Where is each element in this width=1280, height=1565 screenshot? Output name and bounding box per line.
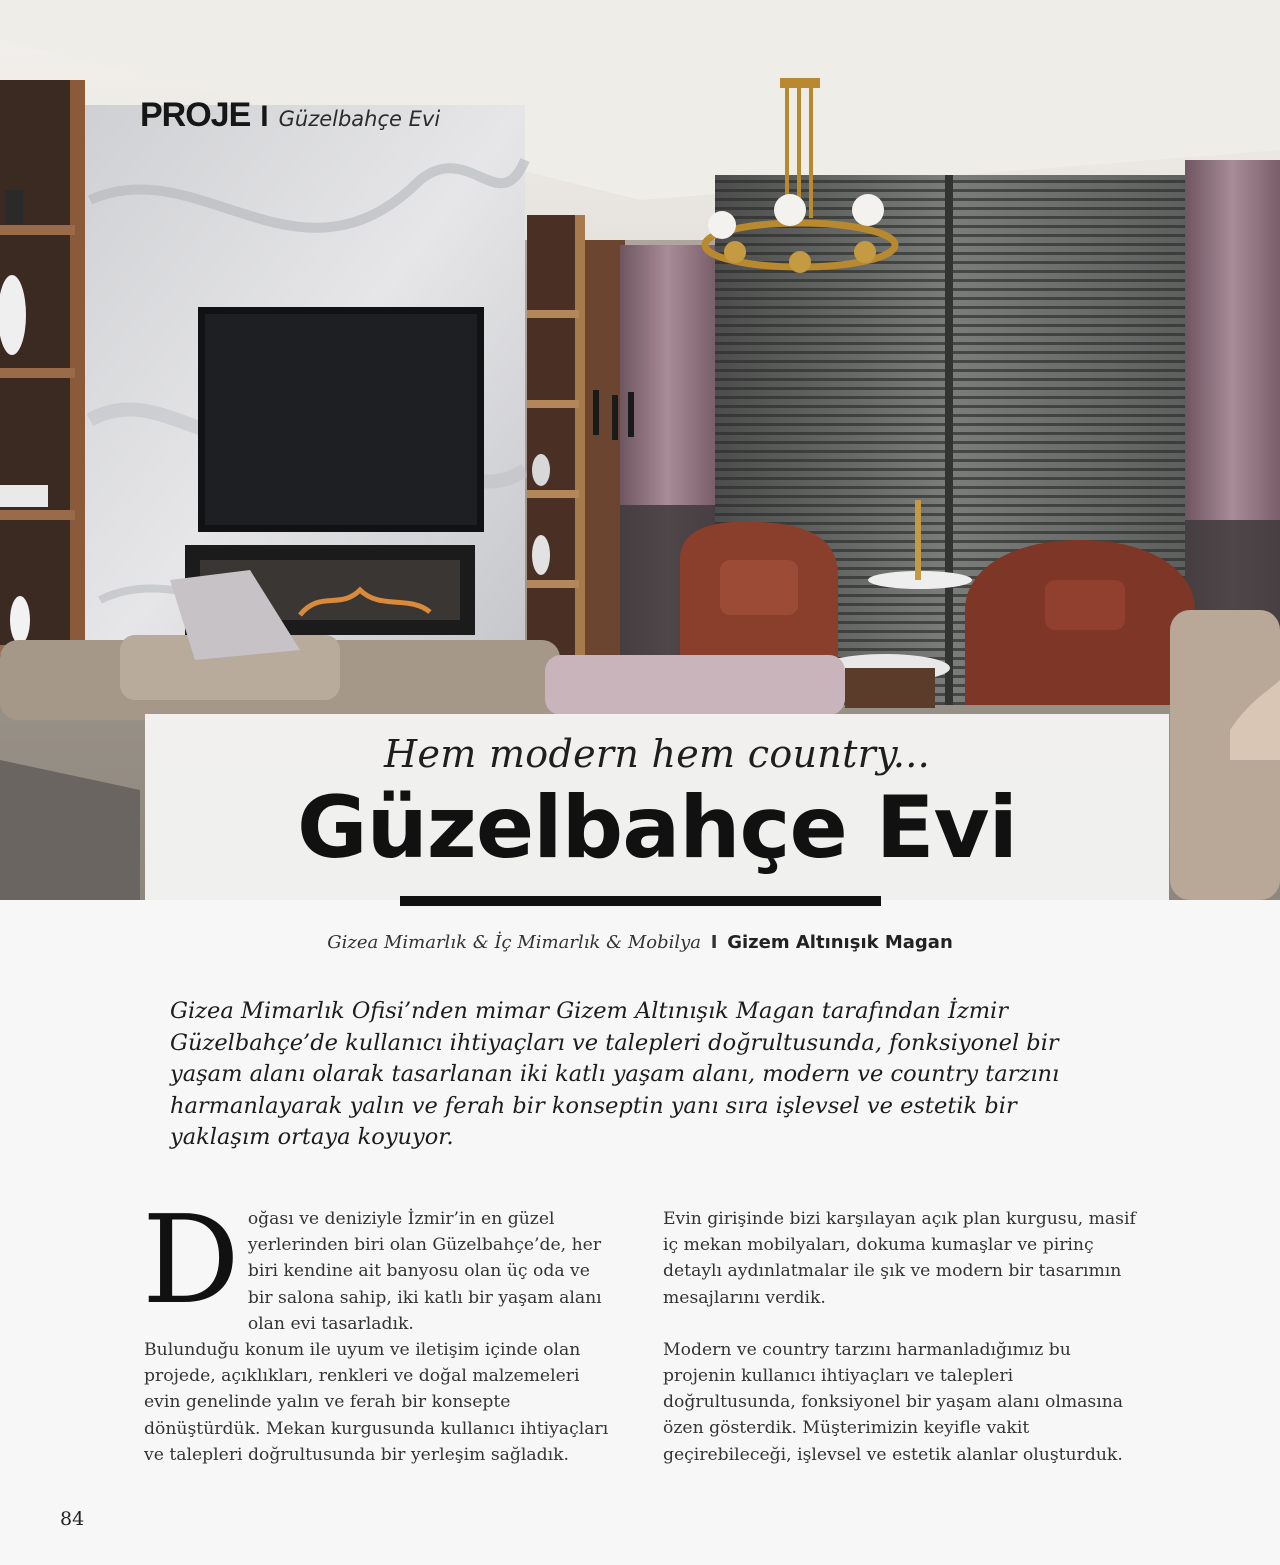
armchair-right <box>965 540 1195 705</box>
intro-paragraph: Gizea Mimarlık Ofisi’nden mimar Gizem Altınışık Magan tarafından İzmir Güzelbahçe’de kullanıcı ihtiyaçları ve talepleri doğrultusunda, fonksiyonel bir yaşam alanı olarak tasarlanan iki katlı yaşam alanı, modern ve country tarzını harmanlayarak yalın ve ferah bir konseptin yanı sıra işlevsel ve estetik bir yaklaşım ortaya koyuyor. <box>170 998 1060 1150</box>
page-number: 84 <box>60 1508 85 1530</box>
section-topic: Güzelbahçe Evi <box>278 107 441 131</box>
firm-name: Gizea Mimarlık & İç Mimarlık & Mobilya <box>327 932 702 953</box>
title-panel <box>145 714 1169 900</box>
body-paragraph: Evin girişinde bizi karşılayan açık plan kurgusu, masif iç mekan mobilyaları, dokuma kumaşlar ve pirinç detaylı aydınlatmalar ile şık ve modern bir tasarımın mesajlarını verdik. <box>663 1209 1136 1308</box>
armchair-left <box>680 522 838 660</box>
section-label <box>140 96 440 135</box>
left-shelving <box>0 80 85 680</box>
right-shelving <box>527 215 625 685</box>
body-paragraph-text: oğası ve deniziyle İzmir’in en güzel yerlerinden biri olan Güzelbahçe’de, her biri kendine ait banyosu olan üç oda ve bir salona sahip, iki katlı bir yaşam alanı olan evi tasarladık. <box>247 1209 602 1334</box>
article-subtitle: Hem modern hem country... <box>384 732 930 776</box>
designer-name: Gizem Altınışık Magan <box>727 932 953 953</box>
body-paragraph <box>142 1189 619 1337</box>
body-column-left <box>142 1189 619 1468</box>
credits-line <box>0 932 1280 953</box>
section-separator: I <box>260 100 269 133</box>
title-underline <box>400 896 881 906</box>
article-title: Güzelbahçe Evi <box>296 778 1018 878</box>
body-column-right <box>663 1206 1138 1468</box>
section-kind: PROJE <box>140 96 251 134</box>
body-paragraph: Modern ve country tarzını harmanladığımız bu projenin kullanıcı ihtiyaçları ve talepleri doğrultusunda, fonksiyonel bir yaşam alanı olmasına özen gösterdik. Müşterimizin keyifle vakit geçirebileceği, işlevsel ve estetik alanlar oluşturduk. <box>663 1339 1124 1465</box>
drop-cap: D <box>142 1189 240 1331</box>
body-paragraph: Bulunduğu konum ile uyum ve iletişim içinde olan projede, açıklıkları, renkleri ve doğal malzemeleri evin genelinde yalın ve ferah bir konsepte dönüştürdük. Mekan kurgusunda kullanıcı ihtiyaçları ve talepleri doğrultusunda bir yerleşim sağladık. <box>144 1340 609 1465</box>
credits-separator: I <box>710 932 718 953</box>
